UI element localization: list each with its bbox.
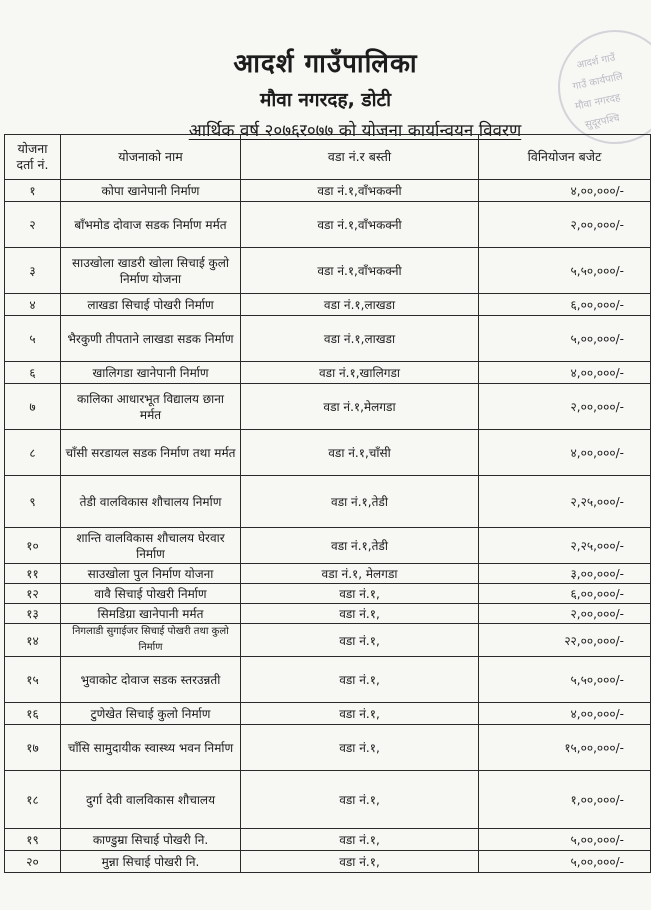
row-ward: वडा नं.१,तेडी <box>241 528 479 564</box>
table-row <box>5 528 651 564</box>
row-number: १५ <box>5 657 61 703</box>
table-row <box>5 362 651 384</box>
row-number: १६ <box>5 703 61 725</box>
row-budget: ४,००,०००/- <box>479 180 651 202</box>
table-row <box>5 430 651 476</box>
row-budget: २२,००,०००/- <box>479 624 651 657</box>
row-number: ११ <box>5 564 61 584</box>
row-name: साउखोला पुल निर्माण योजना <box>61 564 241 584</box>
table-row <box>5 725 651 771</box>
table-row <box>5 624 651 657</box>
table-row <box>5 851 651 873</box>
row-budget: ५,००,०००/- <box>479 316 651 362</box>
stamp-line: गाउँ कार्यपालि <box>571 71 624 93</box>
row-ward: वडा नं.१,लाखडा <box>241 294 479 316</box>
row-name: कालिका आधारभूत विद्यालय छाना मर्मत <box>61 384 241 430</box>
report-heading: आर्थिक वर्ष २०७६र०७७ को योजना कार्यान्वयन विवरण <box>188 121 522 141</box>
row-budget: २,००,०००/- <box>479 604 651 624</box>
table-row <box>5 771 651 829</box>
row-name: चाँसी सरडायल सडक निर्माण तथा मर्मत <box>61 430 241 476</box>
row-number: ९ <box>5 476 61 528</box>
row-name: टुणेखेत सिचाई कुलो निर्माण <box>61 703 241 725</box>
table-row <box>5 829 651 851</box>
row-ward: वडा नं.१,खालिगडा <box>241 362 479 384</box>
row-ward: वडा नं.१, <box>241 624 479 657</box>
row-name: मुन्ना सिचाई पोखरी नि. <box>61 851 241 873</box>
row-number: १२ <box>5 584 61 604</box>
header-name: योजनाको नाम <box>61 135 241 180</box>
table-row <box>5 248 651 294</box>
row-budget: २,००,०००/- <box>479 384 651 430</box>
table-row <box>5 584 651 604</box>
table-row <box>5 180 651 202</box>
row-name: तेडी वालविकास शौचालय निर्माण <box>61 476 241 528</box>
row-budget: ३,००,०००/- <box>479 564 651 584</box>
row-name: वावै सिचाई पोखरी निर्माण <box>61 584 241 604</box>
row-number: १९ <box>5 829 61 851</box>
row-budget: ५,००,०००/- <box>479 851 651 873</box>
table-header-row <box>5 135 651 180</box>
row-ward: वडा नं.१, <box>241 829 479 851</box>
table-row <box>5 604 651 624</box>
row-number: ३ <box>5 248 61 294</box>
row-ward: वडा नं.१,वाँभकक्नी <box>241 248 479 294</box>
row-budget: ६,००,०००/- <box>479 584 651 604</box>
stamp-line: मौवा नगरदह <box>574 92 622 113</box>
row-budget: १,००,०००/- <box>479 771 651 829</box>
row-budget: ४,००,०००/- <box>479 430 651 476</box>
row-name: बाँभमोड दोवाज सडक निर्माण मर्मत <box>61 202 241 248</box>
row-name: सिमडिग्रा खानेपानी मर्मत <box>61 604 241 624</box>
row-budget: १५,००,०००/- <box>479 725 651 771</box>
row-budget: ६,००,०००/- <box>479 294 651 316</box>
row-number: २० <box>5 851 61 873</box>
row-name: लाखडा सिचाई पोखरी निर्माण <box>61 294 241 316</box>
row-ward: वडा नं.१, मेलगडा <box>241 564 479 584</box>
row-ward: वडा नं.१, <box>241 703 479 725</box>
table-row <box>5 294 651 316</box>
table-row <box>5 316 651 362</box>
header-ward: वडा नं.र बस्ती <box>241 135 479 180</box>
table-row <box>5 657 651 703</box>
row-budget: ४,००,०००/- <box>479 362 651 384</box>
row-name: साउखोला खाडरी खोला सिचाई कुलो निर्माण योजना <box>61 248 241 294</box>
header-number: योजना दर्ता नं. <box>5 135 61 180</box>
row-budget: ४,००,०००/- <box>479 703 651 725</box>
row-ward: वडा नं.१, <box>241 604 479 624</box>
row-budget: ५,५०,०००/- <box>479 248 651 294</box>
row-number: ५ <box>5 316 61 362</box>
row-name: चाँसि सामुदायीक स्वास्थ्य भवन निर्माण <box>61 725 241 771</box>
row-number: १४ <box>5 624 61 657</box>
row-number: ७ <box>5 384 61 430</box>
header-budget: विनियोजन बजेट <box>479 135 651 180</box>
row-number: ६ <box>5 362 61 384</box>
row-number: १८ <box>5 771 61 829</box>
row-ward: वडा नं.१, <box>241 657 479 703</box>
row-ward: वडा नं.१, <box>241 851 479 873</box>
row-name: कोपा खानेपानी निर्माण <box>61 180 241 202</box>
location-subtitle: मौवा नगरदह, डोटी <box>260 89 391 111</box>
municipality-title: आदर्श गाउँपालिका <box>233 49 418 79</box>
row-number: १७ <box>5 725 61 771</box>
row-name: शान्ति वालविकास शौचालय घेरवार निर्माण <box>61 528 241 564</box>
row-number: ४ <box>5 294 61 316</box>
row-budget: २,००,०००/- <box>479 202 651 248</box>
projects-table <box>4 134 651 873</box>
row-ward: वडा नं.१, <box>241 771 479 829</box>
table-row <box>5 564 651 584</box>
row-ward: वडा नं.१, <box>241 725 479 771</box>
table-row <box>5 703 651 725</box>
row-number: ८ <box>5 430 61 476</box>
row-ward: वडा नं.१,वाँभकक्नी <box>241 202 479 248</box>
row-budget: २,२५,०००/- <box>479 528 651 564</box>
stamp-line: सुदूरपश्चि <box>584 112 621 131</box>
row-ward: वडा नं.१,मेलगडा <box>241 384 479 430</box>
row-ward: वडा नं.१,चाँसी <box>241 430 479 476</box>
table-row <box>5 384 651 430</box>
row-name: निगलाडी सुगाईजर सिचाई पोखरी तथा कुलो निर्माण <box>61 624 241 657</box>
row-number: १० <box>5 528 61 564</box>
row-number: १ <box>5 180 61 202</box>
row-name: काण्डुम्रा सिचाई पोखरी नि. <box>61 829 241 851</box>
row-ward: वडा नं.१,वाँभकक्नी <box>241 180 479 202</box>
row-ward: वडा नं.१,तेडी <box>241 476 479 528</box>
row-number: २ <box>5 202 61 248</box>
row-ward: वडा नं.१,लाखडा <box>241 316 479 362</box>
row-number: १३ <box>5 604 61 624</box>
row-name: दुर्गा देवी वालविकास शौचालय <box>61 771 241 829</box>
stamp-line: आदर्श गाउँ <box>575 52 617 72</box>
row-budget: ५,००,०००/- <box>479 829 651 851</box>
row-ward: वडा नं.१, <box>241 584 479 604</box>
row-name: भुवाकोट दोवाज सडक स्तरउन्नती <box>61 657 241 703</box>
table-row <box>5 202 651 248</box>
row-name: खालिगडा खानेपानी निर्माण <box>61 362 241 384</box>
row-name: भैरकुणी तीपताने लाखडा सडक निर्माण <box>61 316 241 362</box>
row-budget: ५,५०,०००/- <box>479 657 651 703</box>
row-budget: २,२५,०००/- <box>479 476 651 528</box>
table-row <box>5 476 651 528</box>
